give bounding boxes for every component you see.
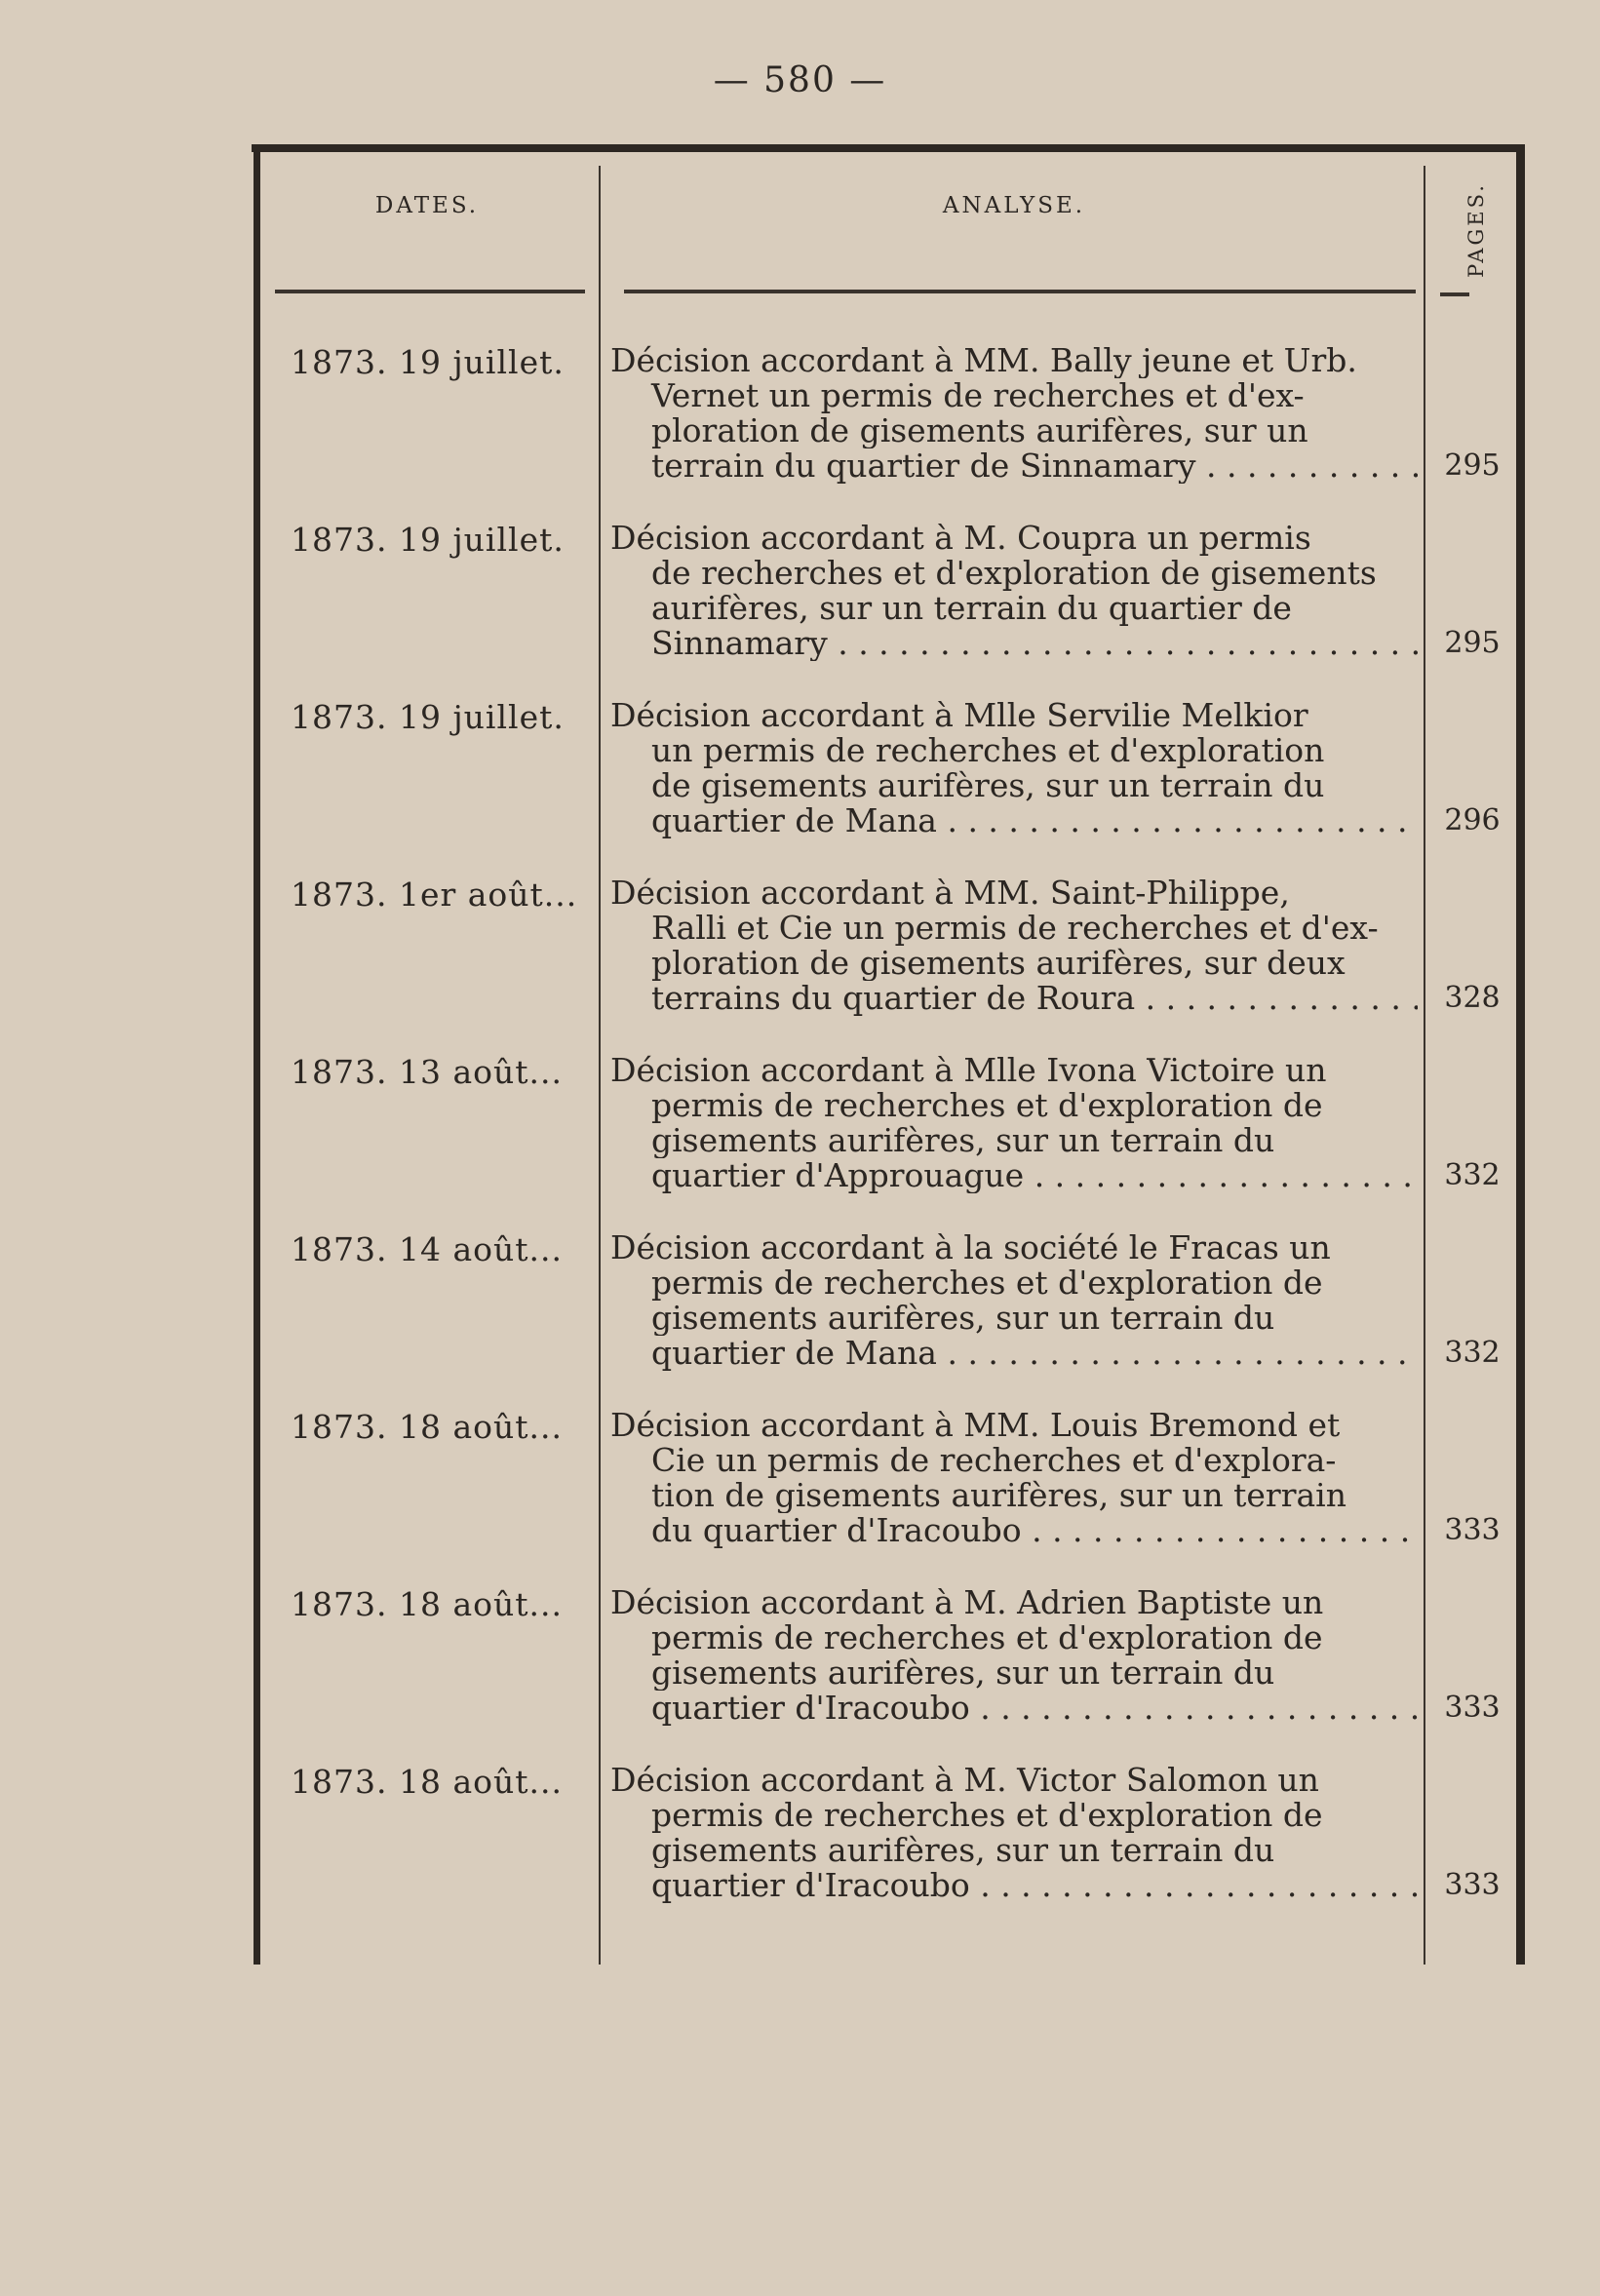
- analysis-line: gisements aurifères, sur un terrain du: [651, 1301, 1275, 1336]
- list-item: [252, 343, 1525, 528]
- list-item: [252, 1053, 1525, 1238]
- entry-analysis: [610, 1585, 1418, 1726]
- header-pages: PAGES.: [1464, 182, 1489, 278]
- analysis-line: quartier de Mana . . .: [610, 1336, 1418, 1371]
- analysis-line: gisements aurifères, sur un terrain du: [651, 1833, 1275, 1868]
- list-item: [252, 1408, 1525, 1593]
- entry-analysis: [610, 1408, 1418, 1548]
- list-item: [252, 1763, 1525, 1948]
- analysis-line: Décision accordant à MM. Saint-Philippe,: [610, 876, 1290, 911]
- page-reference: 332: [1444, 1158, 1501, 1192]
- header-rule-analysis: [624, 290, 1416, 293]
- analysis-line: permis de recherches et d'exploration de: [651, 1088, 1323, 1123]
- entry-analysis: [610, 698, 1418, 838]
- header-dates: DATES.: [374, 193, 480, 218]
- entry-analysis: [610, 343, 1418, 484]
- analysis-line: Décision accordant à MM. Bally jeune et Urb.: [610, 343, 1357, 378]
- analysis-line: Sinnamary . . .: [610, 626, 1418, 661]
- analysis-line: Décision accordant à Mlle Servilie Melkior: [610, 698, 1308, 733]
- header-analysis: ANALYSE.: [942, 193, 1086, 218]
- page-reference: 295: [1444, 448, 1501, 483]
- analysis-line: de recherches et d'exploration de gisements: [651, 556, 1377, 591]
- analysis-line: quartier d'Iracoubo . . .: [610, 1691, 1418, 1726]
- analysis-line: quartier d'Iracoubo . . .: [610, 1868, 1418, 1903]
- entry-date: 1873. 18 août...: [291, 1408, 563, 1446]
- analysis-line: Vernet un permis de recherches et d'ex-: [651, 378, 1305, 413]
- entry-date: 1873. 19 juillet.: [291, 343, 565, 381]
- analysis-line: quartier de Mana . . .: [610, 803, 1418, 838]
- entry-date: 1873. 13 août...: [291, 1053, 563, 1091]
- analysis-line: ploration de gisements aurifères, sur deux: [651, 946, 1346, 981]
- header-rule-dates: [275, 290, 585, 293]
- analysis-line: Cie un permis de recherches et d'explora-: [651, 1443, 1337, 1478]
- entry-date: 1873. 18 août...: [291, 1585, 563, 1623]
- analysis-line: Décision accordant à la société le Fracas un: [610, 1230, 1331, 1265]
- entry-analysis: [610, 1230, 1418, 1371]
- analysis-line: Décision accordant à M. Victor Salomon un: [610, 1763, 1319, 1798]
- analysis-line: Décision accordant à Mlle Ivona Victoire un: [610, 1053, 1327, 1088]
- analysis-line: tion de gisements aurifères, sur un terrain: [651, 1478, 1346, 1513]
- entry-date: 1873. 19 juillet.: [291, 698, 565, 736]
- entry-analysis: [610, 1053, 1418, 1193]
- analysis-line: Décision accordant à M. Adrien Baptiste un: [610, 1585, 1324, 1620]
- entry-analysis: [610, 876, 1418, 1016]
- page-reference: 333: [1444, 1691, 1501, 1725]
- entry-date: 1873. 14 août...: [291, 1230, 563, 1268]
- analysis-line: Décision accordant à MM. Louis Bremond et: [610, 1408, 1341, 1443]
- page-number: — 580 —: [713, 60, 887, 100]
- analysis-line: gisements aurifères, sur un terrain du: [651, 1655, 1275, 1691]
- list-item: [252, 1230, 1525, 1416]
- analysis-line: permis de recherches et d'exploration de: [651, 1798, 1323, 1833]
- list-item: [252, 698, 1525, 883]
- analysis-line: un permis de recherches et d'exploration: [651, 733, 1325, 768]
- page-reference: 332: [1444, 1336, 1501, 1370]
- analysis-line: terrains du quartier de Roura . . .: [610, 981, 1418, 1016]
- list-item: [252, 1585, 1525, 1771]
- page-reference: 333: [1444, 1868, 1501, 1902]
- list-item: [252, 876, 1525, 1061]
- analysis-line: Ralli et Cie un permis de recherches et d'ex-: [651, 911, 1379, 946]
- page-reference: 296: [1444, 803, 1501, 837]
- page-reference: 328: [1444, 981, 1501, 1015]
- page-reference: 295: [1444, 626, 1501, 660]
- entry-date: 1873. 18 août...: [291, 1763, 563, 1801]
- analysis-line: aurifères, sur un terrain du quartier de: [651, 591, 1292, 626]
- analysis-line: quartier d'Approuague . . .: [610, 1158, 1418, 1193]
- entry-date: 1873. 19 juillet.: [291, 521, 565, 559]
- analysis-line: du quartier d'Iracoubo . . .: [610, 1513, 1418, 1548]
- entry-analysis: [610, 1763, 1418, 1903]
- entry-analysis: [610, 521, 1418, 661]
- list-item: [252, 521, 1525, 706]
- analysis-line: permis de recherches et d'exploration de: [651, 1265, 1323, 1301]
- analysis-line: Décision accordant à M. Coupra un permis: [610, 521, 1311, 556]
- top-rule: [252, 144, 1525, 152]
- analysis-line: de gisements aurifères, sur un terrain du: [651, 768, 1325, 803]
- analysis-line: permis de recherches et d'exploration de: [651, 1620, 1323, 1655]
- entry-date: 1873. 1er août...: [291, 876, 578, 914]
- table-frame: [252, 136, 1525, 1965]
- header-rule-pages: [1440, 292, 1469, 296]
- analysis-line: terrain du quartier de Sinnamary . . .: [610, 448, 1418, 484]
- analysis-line: ploration de gisements aurifères, sur un: [651, 413, 1308, 448]
- page-reference: 333: [1444, 1513, 1501, 1547]
- analysis-line: gisements aurifères, sur un terrain du: [651, 1123, 1275, 1158]
